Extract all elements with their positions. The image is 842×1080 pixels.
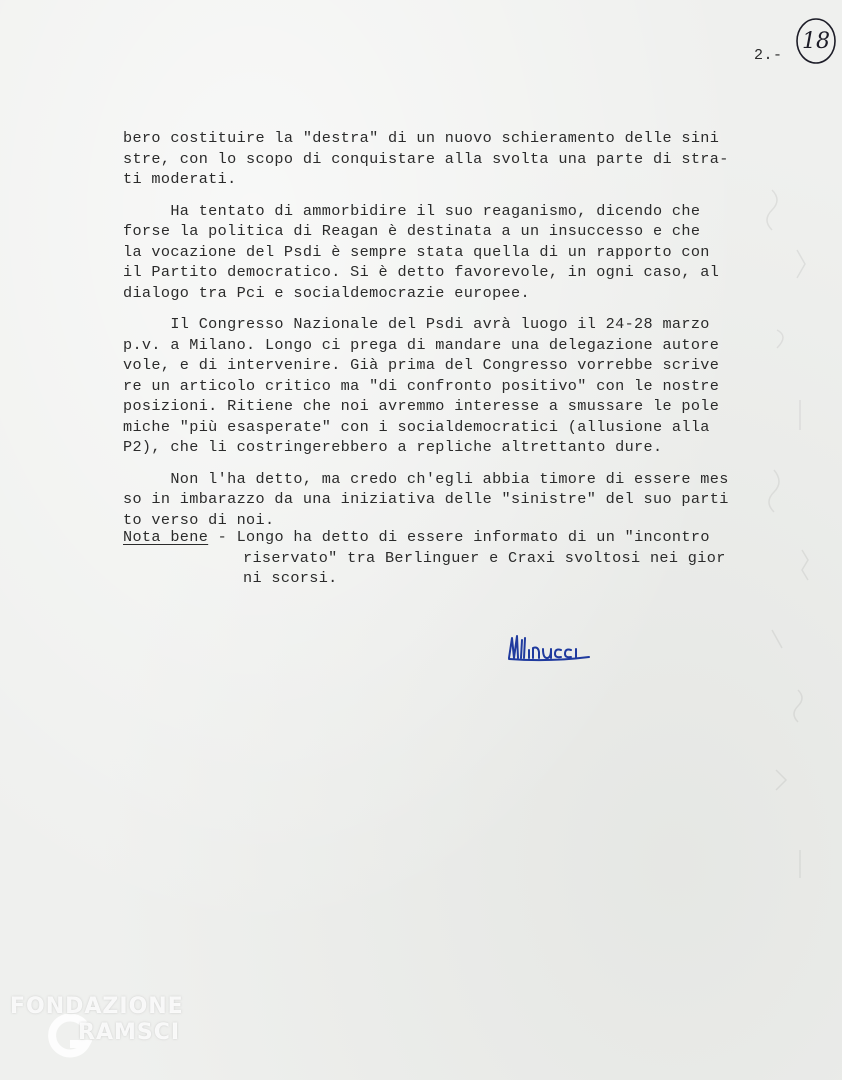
text-line: P2), che li costringerebbero a repliche altrettanto dure. bbox=[123, 438, 663, 456]
text-line: bero costituire la "destra" di un nuovo schieramento delle sini bbox=[123, 129, 720, 147]
text-line: forse la politica di Reagan è destinata a un insuccesso e che bbox=[123, 222, 701, 240]
text-line: ti moderati. bbox=[123, 170, 237, 188]
text-line: stre, con lo scopo di conquistare alla svolta una parte di stra- bbox=[123, 149, 729, 168]
folio-stamp bbox=[793, 16, 839, 66]
text-line: Il Congresso Nazionale del Psdi avrà luogo il 24-28 marzo bbox=[123, 315, 710, 333]
nota-dash: - bbox=[208, 528, 237, 546]
body-text bbox=[123, 128, 783, 541]
text-line: miche "più esasperate" con i socialdemocratici (allusione alla bbox=[123, 417, 710, 436]
archive-watermark bbox=[4, 990, 224, 1060]
nota-bene-block bbox=[123, 527, 783, 589]
paragraph bbox=[123, 201, 783, 304]
text-line: Ha tentato di ammorbidire il suo reaganismo, dicendo che bbox=[123, 201, 701, 220]
text-line: il Partito democratico. Si è detto favorevole, in ogni caso, al bbox=[123, 263, 720, 281]
paragraph bbox=[123, 469, 783, 531]
text-line: re un articolo critico ma "di confronto positivo" con le nostre bbox=[123, 376, 720, 395]
text-line: to verso di noi. bbox=[123, 510, 275, 529]
text-line: Non l'ha detto, ma credo ch'egli abbia timore di essere mes bbox=[123, 469, 729, 488]
watermark-line: FONDAZIONE bbox=[10, 994, 184, 1019]
text-line: vole, e di intervenire. Già prima del Congresso vorrebbe scrive bbox=[123, 356, 720, 374]
paragraph bbox=[123, 314, 783, 458]
page-number: 2.- bbox=[754, 47, 783, 64]
folio-number: 18 bbox=[802, 28, 830, 54]
paragraph bbox=[123, 128, 783, 190]
nota-first-line bbox=[123, 527, 783, 548]
handwritten-signature bbox=[505, 630, 600, 666]
nota-line: ni scorsi. bbox=[243, 569, 338, 587]
text-line: la vocazione del Psdi è sempre stata quella di un rapporto con bbox=[123, 242, 710, 261]
text-line: so in imbarazzo da una iniziativa delle "sinistre" del suo parti bbox=[123, 490, 729, 508]
text-line: p.v. a Milano. Longo ci prega di mandare una delegazione autore bbox=[123, 335, 720, 354]
watermark-line: RAMSCI bbox=[78, 1020, 181, 1045]
text-line: dialogo tra Pci e socialdemocrazie europee. bbox=[123, 283, 530, 302]
nota-bene-label: Nota bene bbox=[123, 528, 209, 546]
nota-line: Longo ha detto di essere informato di un "incontro bbox=[236, 528, 710, 546]
text-line: posizioni. Ritiene che noi avremmo interesse a smussare le pole bbox=[123, 397, 720, 415]
nota-line: riservato" tra Berlinguer e Craxi svoltosi nei gior bbox=[243, 548, 726, 567]
